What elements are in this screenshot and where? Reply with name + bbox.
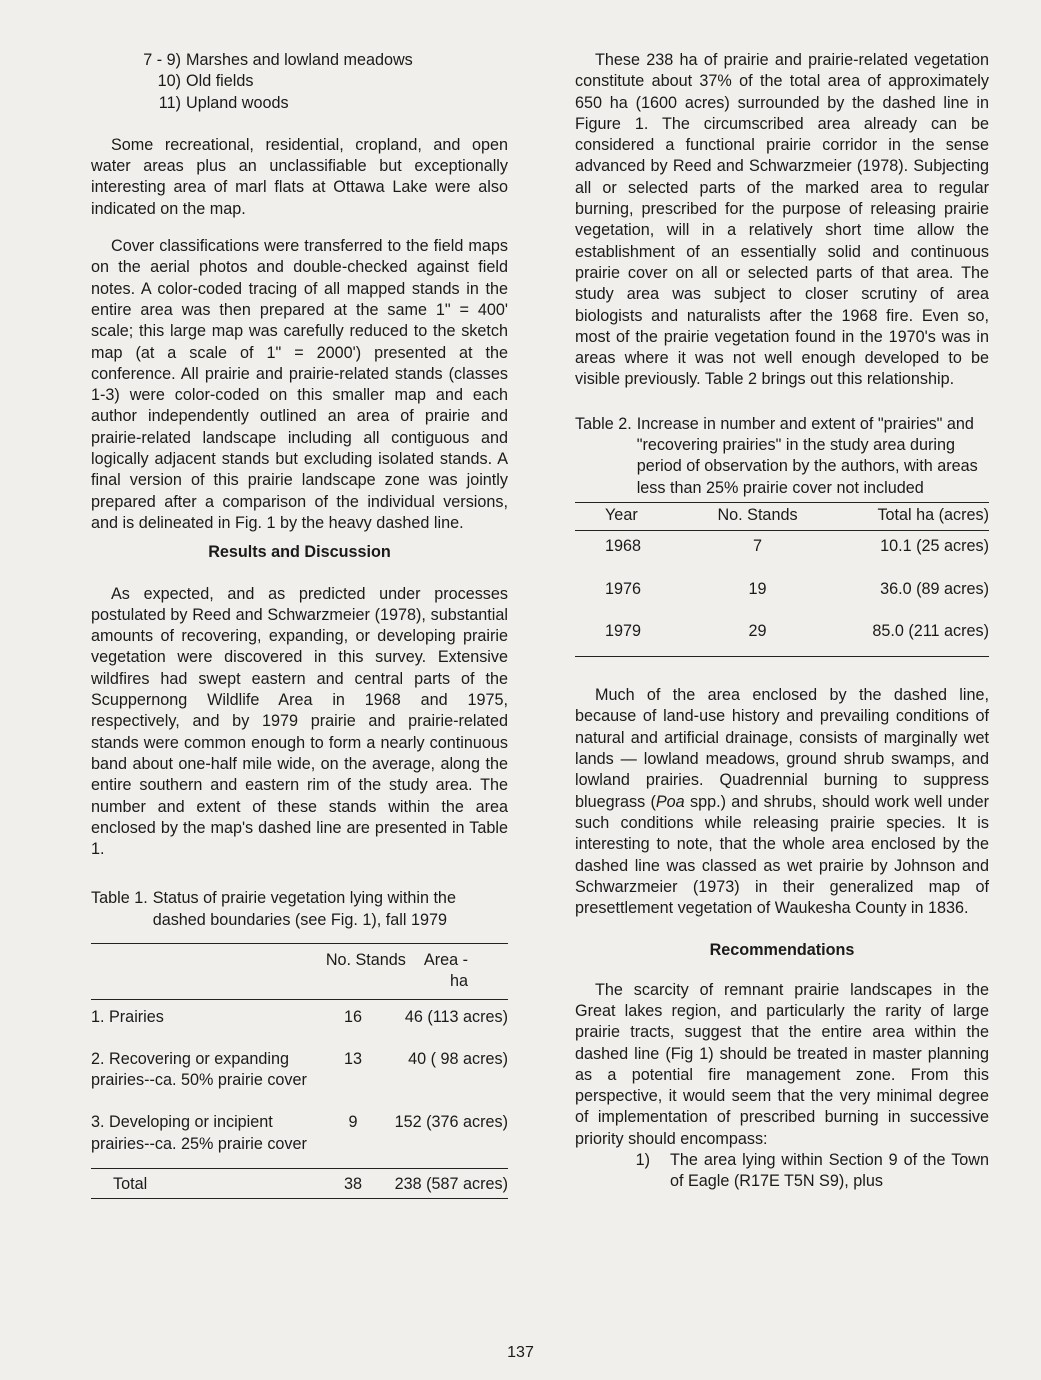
- table-header-row: [575, 505, 989, 526]
- table-cell-stands: 29: [748, 621, 767, 640]
- section-heading: Results and Discussion: [208, 543, 391, 562]
- italic-text: Poa: [655, 792, 685, 811]
- table-2: [575, 414, 989, 657]
- table-cell-stands: 16: [343, 1007, 362, 1026]
- table-cell-category: 1. Prairies: [91, 1007, 164, 1026]
- list-item-number: 1): [635, 1151, 650, 1170]
- list-item-number: 10): [157, 72, 181, 91]
- table-caption-text: Status of prairie vegetation lying within the dashed boundaries (see Fig. 1), fall 1979: [152, 889, 456, 929]
- page-number: 137: [507, 1344, 534, 1361]
- table-total-row: [91, 1174, 508, 1195]
- list-item-text: Old fields: [186, 72, 254, 91]
- table-caption-text: Increase in number and extent of "prairies" and "recovering prairies" in the study area during period of observation by the authors, with areas less than 25% prairie cover not included: [636, 414, 978, 497]
- table-cell-stands: 7: [752, 537, 762, 556]
- table-cell-total: 36.0 (89 acres): [880, 579, 989, 598]
- list-item: [91, 71, 508, 92]
- table-row: [91, 1112, 508, 1155]
- paragraph: Some recreational, residential, cropland, and open water areas plus an unclassifiable but exceptionally interesting area of marl flats at Ottawa Lake were also indicated on the map.: [91, 135, 508, 218]
- list-item: [91, 50, 508, 71]
- table-caption: [575, 414, 989, 499]
- right-column: [575, 50, 989, 1193]
- list-item-text: The area lying within Section 9 of the Town of Eagle (R17E T5N S9), plus: [670, 1151, 989, 1191]
- table-cell-category: 2. Recovering or expanding prairies--ca. 50% prairie cover: [91, 1049, 307, 1090]
- table-rule: [575, 502, 989, 503]
- table-rule: [575, 530, 989, 531]
- left-column: [91, 50, 508, 1199]
- header-stands: No. Stands: [717, 505, 798, 524]
- table-cell-area: 46 (113 acres): [404, 1007, 508, 1026]
- table-row: [575, 536, 989, 557]
- list-item-number: 11): [158, 93, 181, 112]
- table-cell-stands: 19: [748, 579, 767, 598]
- table-cell-year: 1976: [605, 579, 642, 598]
- table-rule: [91, 1198, 508, 1199]
- list-item: [91, 93, 508, 114]
- section-heading: Recommendations: [709, 941, 855, 960]
- table-cell-stands: 9: [348, 1113, 358, 1132]
- paragraph-text: spp.) and shrubs, should work well under such conditions while releasing prairie species. It is interesting to note, that the whole area enclosed by the dashed line was classed as wet prairie by Johnson and Schwarzmeier (1973) in their generalized map of presettlement vegetation of Waukesha County in 1836.: [575, 792, 989, 918]
- table-cell-stands: 38: [343, 1175, 362, 1194]
- table-row: [91, 1049, 508, 1092]
- table-cell-category: Total: [113, 1175, 148, 1194]
- table-1: [91, 888, 508, 1199]
- table-cell-total: 85.0 (211 acres): [872, 621, 989, 640]
- table-cell-year: 1968: [605, 537, 642, 556]
- table-cell-area: 40 ( 98 acres): [408, 1049, 508, 1068]
- table-cell-year: 1979: [605, 621, 642, 640]
- list-item-number: 7 - 9): [143, 51, 181, 69]
- table-header-cell: [323, 950, 468, 993]
- table-row: [91, 1007, 508, 1028]
- paragraph: The scarcity of remnant prairie landscapes in the Great lakes region, and particularly the rarity of large prairie tracts, suggest that the entire area within the dashed line (Fig 1) should be treated in master planning as a potential fire management zone. From this perspective, it would seem that the very minimal degree of implementation of prescribed burning in successive priority should encompass:: [575, 980, 989, 1148]
- table-cell-category: 3. Developing or incipient prairies--ca. 25% prairie cover: [91, 1113, 307, 1153]
- table-cell-total: 10.1 (25 acres): [880, 537, 989, 556]
- list-item-text: Upland woods: [186, 93, 289, 112]
- table-cell-stands: 13: [343, 1049, 362, 1068]
- table-label: Table 1.: [91, 889, 148, 908]
- table-label: Table 2.: [575, 414, 632, 433]
- paragraph-text: Much of the area enclosed by the dashed line, because of land-use history and prevailing conditions of natural and artificial drainage, consists of marginally wet lands — lowland meadows, ground shrub swamps, and lowland prairies. Quadrennial burning to suppress bluegrass (: [575, 686, 989, 811]
- table-cell-area: 152 (376 acres): [394, 1113, 508, 1132]
- table-header-row: [91, 950, 508, 993]
- header-stands: No. Stands: [325, 950, 406, 969]
- table-rule: [91, 999, 508, 1000]
- list: [91, 50, 508, 114]
- table-row: [575, 621, 989, 642]
- table-rule: [91, 1168, 508, 1169]
- header-total: Total ha (acres): [877, 505, 989, 524]
- paragraph: These 238 ha of prairie and prairie-related vegetation constitute about 37% of the total area of approximately 650 ha (1600 acres) surrounded by the dashed line in Figure 1. The circumscribed area already can be considered a functional prairie corridor in the sense advanced by Reed and Schwarzmeier (1978). Subjecting all or selected parts of the marked area to regular burning, prescribed for the purpose of releasing prairie vegetation, will in a relatively short time allow the establishment of an essentially solid and continuous prairie cover on all or selected parts of that area. The study area was subject to closer scrutiny of area biologists and naturalists after the 1968 fire. Even so, most of the prairie vegetation found in the 1970's was in areas where it was not well enough developed to be visible previously. Table 2 brings out this relationship.: [575, 51, 989, 389]
- paragraph: Cover classifications were transferred to the field maps on the aerial photos and double-checked against field notes. A color-coded tracing of all mapped stands in the entire area was then prepared at the same 1" = 400' scale; this large map was carefully reduced to the sketch map (at a scale of 1" = 2000') presented at the conference. All prairie and prairie-related stands (classes 1-3) were color-coded on this smaller map and each author independently outlined an area of prairie and prairie-related landscape including all contiguous and logically adjacent stands but excluding isolated stands. A final version of this prairie landscape zone was jointly prepared after a comparison of the individual versions, and is delineated in Fig. 1 by the heavy dashed line.: [91, 237, 508, 532]
- list-item: [575, 1150, 989, 1193]
- header-area: Area - ha: [423, 950, 468, 991]
- table-rule: [575, 656, 989, 657]
- paragraph: [575, 685, 989, 919]
- paragraph: As expected, and as predicted under processes postulated by Reed and Schwarzmeier (1978), substantial amounts of recovering, expanding, or developing prairie vegetation were discovered in this survey. Extensive wildfires had swept eastern and central parts of the Scuppernong Wildlife Area in 1968 and 1975, respectively, and by 1979 prairie and prairie-related stands were common enough to form a nearly continuous band about one-half mile wide, on the average, along the entire southern and eastern rim of the study area. The number and extent of these stands within the area enclosed by the map's dashed line are presented in Table 1.: [91, 584, 508, 859]
- table-rule: [91, 943, 508, 944]
- list-item-text: Marshes and lowland meadows: [186, 51, 413, 69]
- table-row: [575, 579, 989, 600]
- header-year: Year: [605, 505, 638, 524]
- table-caption: [91, 888, 508, 931]
- table-cell-area: 238 (587 acres): [394, 1175, 508, 1194]
